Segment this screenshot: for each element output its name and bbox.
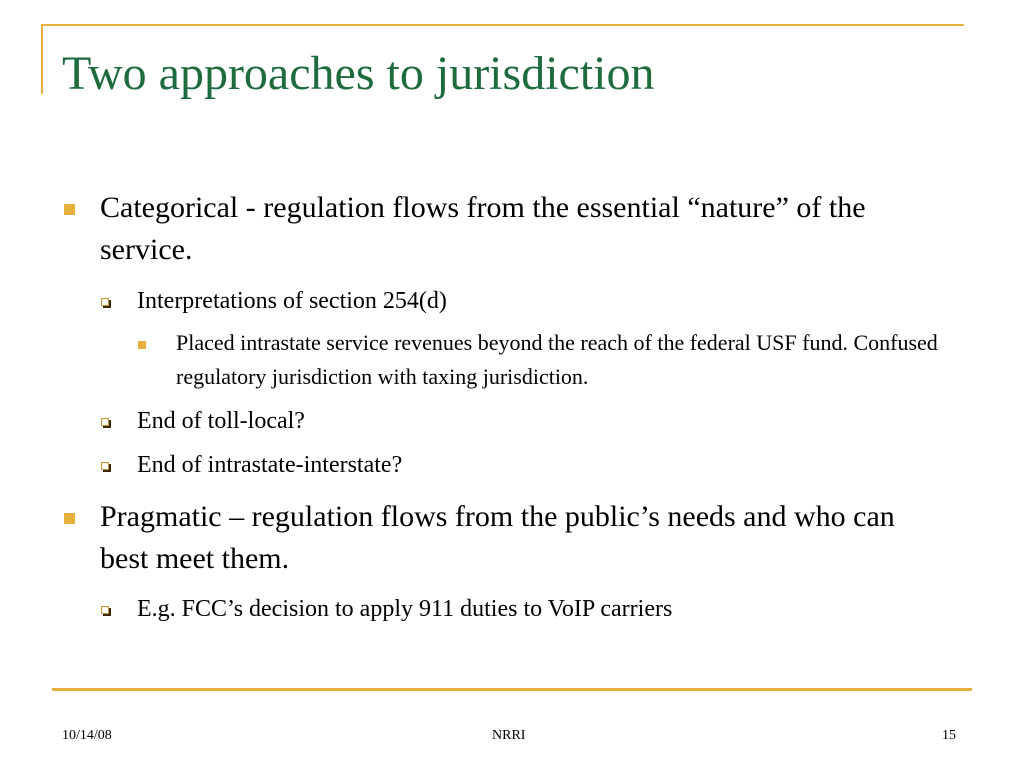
- footer-divider: [52, 688, 972, 691]
- bullet-fcc-decision: E.g. FCC’s decision to apply 911 duties to VoIP carriers: [137, 596, 673, 622]
- frame-top-line: [41, 24, 964, 26]
- bullet-intrastate-interstate: End of intrastate-interstate?: [137, 452, 403, 478]
- footer-page-number: 15: [942, 728, 956, 743]
- square-bullet-icon: [64, 204, 75, 215]
- hollow-square-bullet-icon: [101, 418, 109, 426]
- hollow-square-bullet-icon: [101, 462, 109, 470]
- footer-center-text: NRRI: [492, 728, 526, 743]
- bullet-categorical: Categorical - regulation flows from the essential “nature” of the service.: [100, 191, 866, 266]
- bullet-toll-local: End of toll-local?: [137, 408, 305, 434]
- slide-title: Two approaches to jurisdiction: [62, 47, 655, 100]
- small-square-bullet-icon: [138, 341, 146, 349]
- footer-date: 10/14/08: [62, 728, 112, 743]
- bullet-interpretations: Interpretations of section 254(d): [137, 288, 447, 314]
- bullet-placed-intrastate: Placed intrastate service revenues beyond the reach of the federal USF fund. Confused regulatory jurisdiction with taxing jurisdiction.: [176, 330, 938, 389]
- hollow-square-bullet-icon: [101, 606, 109, 614]
- hollow-square-bullet-icon: [101, 298, 109, 306]
- square-bullet-icon: [64, 513, 75, 524]
- frame-left-line: [41, 24, 43, 94]
- bullet-pragmatic: Pragmatic – regulation flows from the public’s needs and who can best meet them.: [100, 500, 895, 575]
